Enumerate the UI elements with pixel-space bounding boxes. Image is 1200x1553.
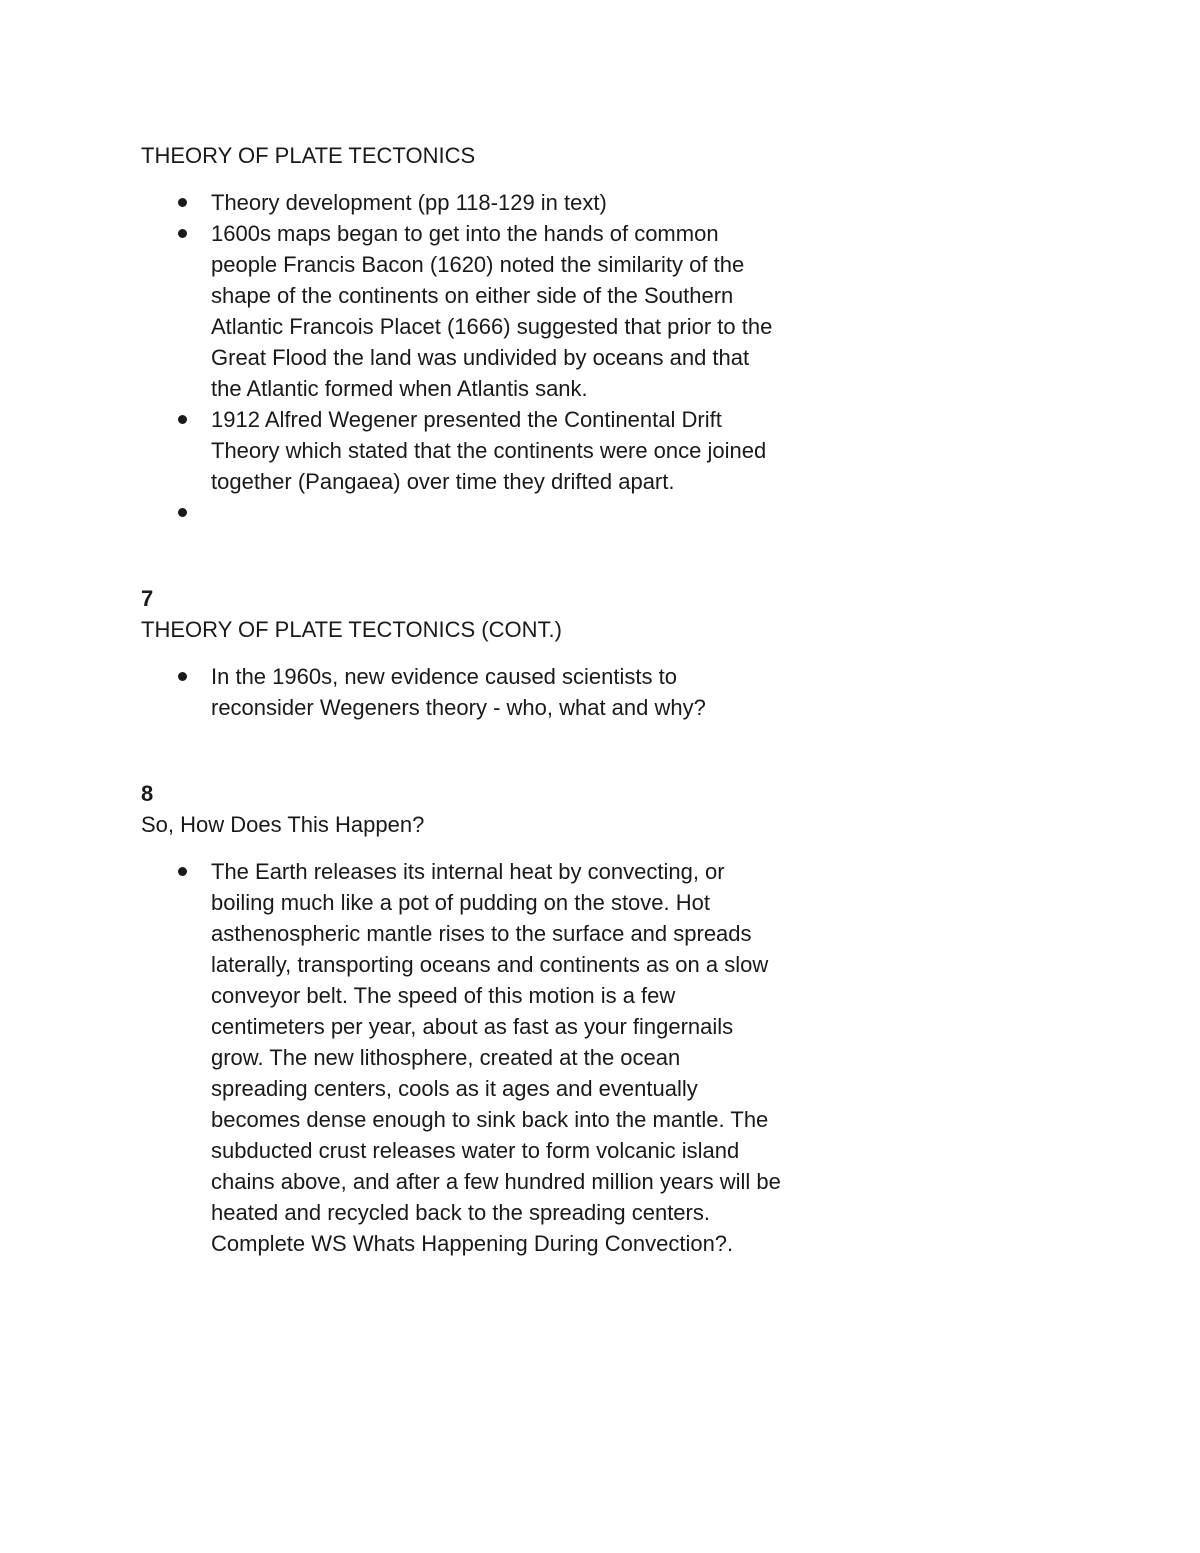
bullet-text: Theory development (pp 118-129 in text): [211, 190, 607, 215]
bullet-item: [211, 661, 781, 723]
section-how-does-this-happen: [141, 778, 781, 1259]
bullet-item: [211, 404, 781, 497]
bullet-text: 1600s maps began to get into the hands of common people Francis Bacon (1620) noted the similarity of the shape of the continents on either side of the Southern Atlantic Francois Placet (1666) suggested that prior to the Great Flood the land was undivided by oceans and that the Atlantic formed when Atlantis sank.: [211, 221, 773, 401]
bullet-text: The Earth releases its internal heat by convecting, or boiling much like a pot of pudding on the stove. Hot asthenospheric mantle rises to the surface and spreads laterally, transporting oceans and continents as on a slow conveyor belt. The speed of this motion is a few centimeters per year, about as fast as your fingernails grow. The new lithosphere, created at the ocean spreading centers, cools as it ages and eventually becomes dense enough to sink back into the mantle. The subducted crust releases water to form volcanic island chains above, and after a few hundred million years will be heated and recycled back to the spreading centers. Complete WS Whats Happening During Convection?.: [211, 859, 781, 1256]
section-heading: THEORY OF PLATE TECTONICS: [141, 143, 476, 168]
bullet-list: [141, 661, 781, 723]
bullet-list: [141, 187, 781, 528]
bullet-icon: [178, 672, 187, 681]
bullet-item: [211, 187, 781, 218]
document-page: [141, 140, 781, 1259]
bullet-icon: [178, 229, 187, 238]
section-number: 8: [141, 781, 154, 806]
bullet-item: [211, 218, 781, 404]
section-theory-of-plate-tectonics: [141, 140, 781, 528]
section-number: 7: [141, 586, 154, 611]
bullet-icon: [178, 415, 187, 424]
bullet-icon: [178, 508, 187, 517]
section-theory-of-plate-tectonics-cont: [141, 583, 781, 723]
bullet-icon: [178, 867, 187, 876]
bullet-text: 1912 Alfred Wegener presented the Continental Drift Theory which stated that the continents were once joined together (Pangaea) over time they drifted apart.: [211, 407, 767, 494]
bullet-item-empty: [211, 497, 781, 528]
bullet-text: In the 1960s, new evidence caused scientists to reconsider Wegeners theory - who, what and why?: [211, 664, 706, 720]
bullet-icon: [178, 198, 187, 207]
bullet-list: [141, 856, 781, 1259]
section-heading: THEORY OF PLATE TECTONICS (CONT.): [141, 617, 562, 642]
section-heading: So, How Does This Happen?: [141, 812, 425, 837]
bullet-item: [211, 856, 781, 1259]
